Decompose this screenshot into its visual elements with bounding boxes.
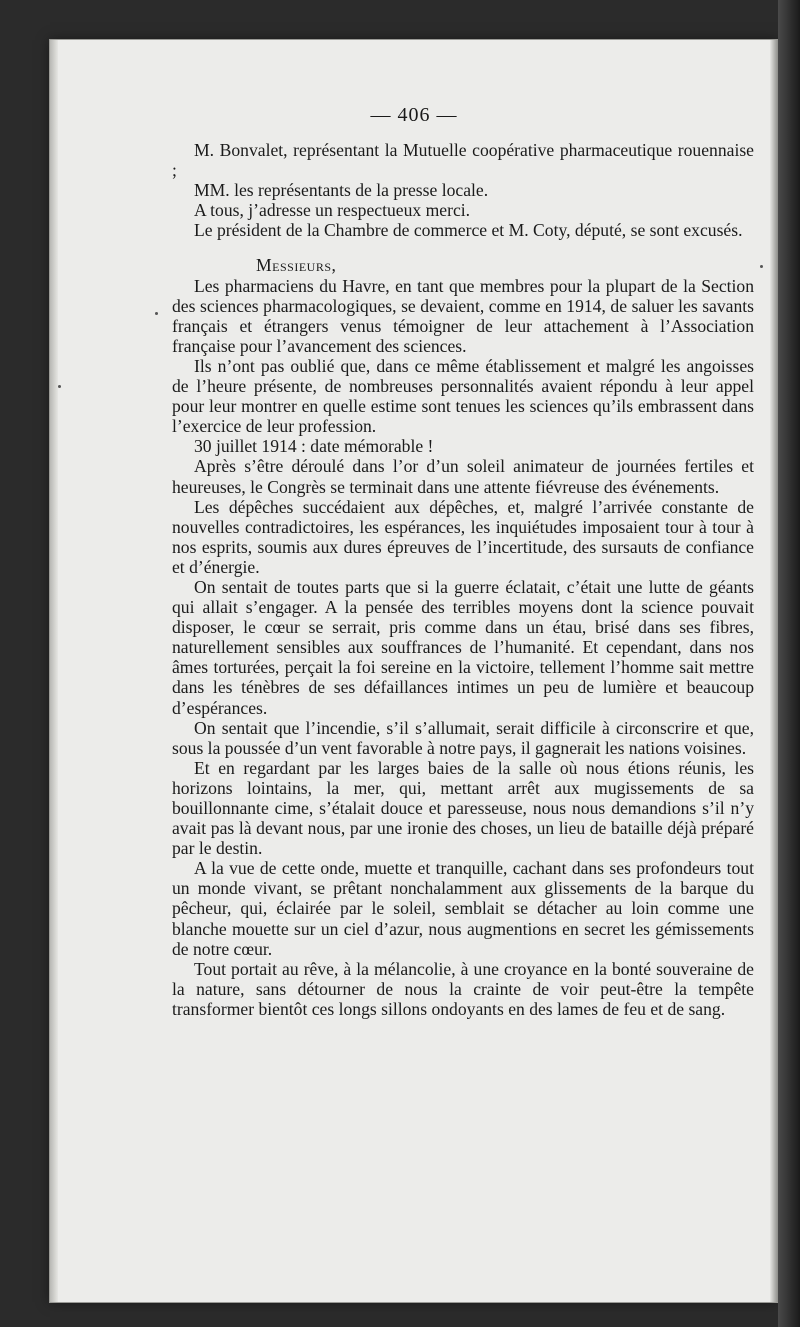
- paragraph-body-9: A la vue de cette onde, muette et tranquille, cachant dans ses profondeurs tout un monde vivant, se prêtant nonchalamment aux glissements de la barque du pêcheur, qui, éclairée par le soleil, semblait se détacher au loin comme une blanche mouette sur un ciel d’azur, nous augmentions en secret les gémissements de notre cœur.: [172, 858, 754, 959]
- paragraph-body-6: On sentait de toutes parts que si la guerre éclatait, c’était une lutte de géants qui allait s’engager. A la pensée des terribles moyens dont la science pouvait disposer, le cœur se serrait, pris comme dans un étau, brisé dans ses fibres, naturellement sensibles aux souffrances de l’humanité. Et cependant, dans nos âmes torturées, perçait la foi sereine en la victoire, tellement l’homme sait mettre dans les ténèbres de ses défaillances intimes un peu de lumière et beaucoup d’espérances.: [172, 576, 754, 718]
- paragraph-bonvalet: M. Bonvalet, représentant la Mutuelle coopérative pharmaceutique rouennaise ;: [172, 140, 754, 181]
- paper-speck: [58, 385, 61, 388]
- paragraph-excused: Le président de la Chambre de commerce et M. Coty, député, se sont excusés.: [194, 220, 743, 241]
- page-left-edge: [50, 40, 58, 1302]
- paragraph-thanks: A tous, j’adresse un respectueux merci.: [194, 200, 471, 221]
- page-right-edge: [770, 40, 778, 1302]
- scan-dark-border: [778, 0, 800, 1327]
- paper-speck: [760, 265, 763, 268]
- paragraph-body-3: 30 juillet 1914 : date mémorable !: [194, 436, 434, 457]
- paragraph-body-10: Tout portait au rêve, à la mélancolie, à une croyance en la bonté souveraine de la nature, sans détourner de nous la crainte de voir peut-être la tempête transformer bientôt ces longs sillons ondoyants en des lames de feu et de sang.: [172, 958, 754, 1019]
- paragraph-body-7: On sentait que l’incendie, s’il s’allumait, serait difficile à circonscrire et que, sous la poussée d’un vent favorable à notre pays, il gagnerait les nations voisines.: [172, 717, 754, 758]
- paper-speck: [155, 312, 158, 315]
- paragraph-press: MM. les représentants de la presse locale.: [194, 180, 489, 201]
- book-page: [50, 40, 778, 1302]
- paragraph-body-1: Les pharmaciens du Havre, en tant que membres pour la plupart de la Section des sciences pharmacologiques, se devaient, comme en 1914, de saluer les savants français et étrangers venus témoigner de leur attachement à l’Association française pour l’avancement des sciences.: [172, 275, 754, 356]
- paragraph-body-5: Les dépêches succédaient aux dépêches, et, malgré l’arrivée constante de nouvelles contradictoires, les espérances, les inquiétudes imposaient tour à tour à nos esprits, soumis aux dures épreuves de l’incertitude, des sursauts de confiance et d’énergie.: [172, 496, 754, 577]
- paragraph-body-2: Ils n’ont pas oublié que, dans ce même établissement et malgré les angoisses de l’heure présente, de nombreuses personnalités avaient répondu à leur appel pour leur montrer en quelle estime sont tenues les sciences qu’ils embrassent dans l’exercice de leur profession.: [172, 355, 754, 437]
- salutation: Messieurs,: [256, 255, 337, 276]
- paragraph-body-4: Après s’être déroulé dans l’or d’un soleil animateur de journées fertiles et heureuses, le Congrès se terminait dans une attente fiévreuse des événements.: [172, 456, 754, 497]
- page-text: [172, 140, 754, 1019]
- paragraph-body-8: Et en regardant par les larges baies de la salle où nous étions réunis, les horizons lointains, la mer, qui, mettant arrêt aux mugissements de sa bouillonnante cime, s’étalait douce et paresseuse, nous nous demandions s’il n’y avait pas là devant nous, par une ironie des choses, un lieu de bataille déjà préparé par le destin.: [172, 757, 754, 859]
- page-number: — 406 —: [370, 104, 458, 126]
